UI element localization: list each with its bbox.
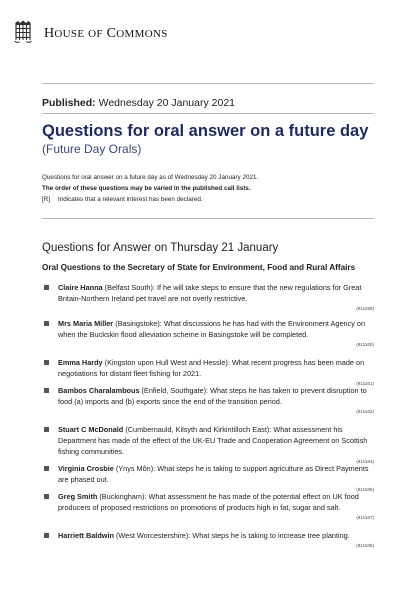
bullet-icon — [44, 388, 49, 393]
question-item — [42, 318, 374, 349]
constituency: (Cumbernauld, Kilsyth and Kirkintilloch East): — [125, 425, 272, 434]
question-text: What steps he is taking to increase tree planting. — [192, 531, 350, 540]
member-name: Emma Hardy — [58, 358, 103, 367]
question-text: What recent progress has been made on negotiations for distant fleet fishing for 2021. — [58, 358, 365, 378]
member-name: Claire Hanna — [58, 283, 103, 292]
question-item — [42, 491, 374, 522]
question-reference: (911161) — [356, 381, 374, 386]
bullet-icon — [44, 533, 49, 538]
document-title: Questions for oral answer on a future day — [42, 122, 369, 140]
subsection-heading: Oral Questions to the Secretary of State for Environment, Food and Rural Affairs — [42, 263, 356, 272]
bullet-icon — [44, 321, 49, 326]
question-item — [42, 530, 374, 550]
question-reference: (911167) — [356, 515, 374, 520]
bullet-icon — [44, 494, 49, 499]
bullet-icon — [44, 427, 49, 432]
divider — [42, 218, 374, 219]
intro-order-note: The order of these questions may be varied in the published call lists. — [42, 185, 251, 192]
constituency: (Kingston upon Hull West and Hessle): — [104, 358, 230, 367]
intro-notes — [42, 172, 258, 205]
bullet-icon — [44, 285, 49, 290]
question-item — [42, 282, 374, 313]
constituency: (West Worcestershire): — [115, 531, 191, 540]
intro-interest-note — [42, 194, 258, 205]
question-reference: (911168) — [356, 543, 374, 548]
constituency: (Ynys Môn): — [115, 464, 156, 473]
constituency: (Belfast South): — [104, 283, 155, 292]
member-name: Harriett Baldwin — [58, 531, 114, 540]
question-text: What steps he has taken to prevent disruption to food (a) imports and (b) exports since the end of the transition period. — [58, 386, 367, 406]
member-name: Bambos Charalambous — [58, 386, 140, 395]
question-reference: (911159) — [356, 306, 374, 311]
question-item — [42, 385, 374, 416]
question-reference: (911162) — [356, 409, 374, 414]
document-subtitle: (Future Day Orals) — [42, 142, 142, 156]
member-name: Greg Smith — [58, 492, 98, 501]
member-name: Stuart C McDonald — [58, 425, 124, 434]
published-line — [42, 97, 235, 109]
question-text: What assessment his Department has made of the effect of the UK-EU Trade and Cooperation Agreement on Scottish fishing communities. — [58, 425, 368, 456]
divider — [42, 113, 374, 114]
portcullis-icon — [14, 20, 32, 44]
house-of-commons-title: HOUSE OF COMMONS — [44, 26, 168, 41]
question-text: What steps he is taking to support agriculture as Direct Payments are phased out. — [58, 464, 369, 484]
intro-line: Questions for oral answer on a future day as of Wednesday 20 January 2021. — [42, 174, 259, 181]
divider — [42, 83, 374, 84]
interest-tag: [R] — [42, 196, 51, 203]
question-text: What assessment he has made of the potential effect on UK food producers of proposed restrictions on promotions of products high in fat, sugar and salt. — [58, 492, 359, 512]
question-item — [42, 357, 374, 388]
interest-text: Indicates that a relevant interest has been declared. — [58, 196, 203, 203]
section-heading: Questions for Answer on Thursday 21 January — [42, 242, 279, 254]
question-reference: (911166) — [356, 487, 374, 492]
constituency: (Basingstoke): — [115, 319, 162, 328]
question-item — [42, 463, 374, 494]
bullet-icon — [44, 360, 49, 365]
published-date: Wednesday 20 January 2021 — [98, 97, 235, 109]
question-text: What discussions he has had with the Environment Agency on when the Buckskin flood alleviation scheme in Basingstoke will be completed. — [58, 319, 366, 339]
question-reference: (911160) — [356, 342, 374, 347]
member-name: Virginia Crosbie — [58, 464, 114, 473]
published-label: Published: — [42, 97, 96, 109]
question-item — [42, 424, 374, 466]
question-reference: (911164) — [356, 459, 374, 464]
question-text: If he will take steps to ensure that the new regulations for Great Britain-Northern Ireland pet travel are not overly restrictive. — [58, 283, 362, 303]
bullet-icon — [44, 466, 49, 471]
constituency: (Enfield, Southgate): — [141, 386, 209, 395]
constituency: (Buckingham): — [99, 492, 147, 501]
member-name: Mrs Maria Miller — [58, 319, 114, 328]
